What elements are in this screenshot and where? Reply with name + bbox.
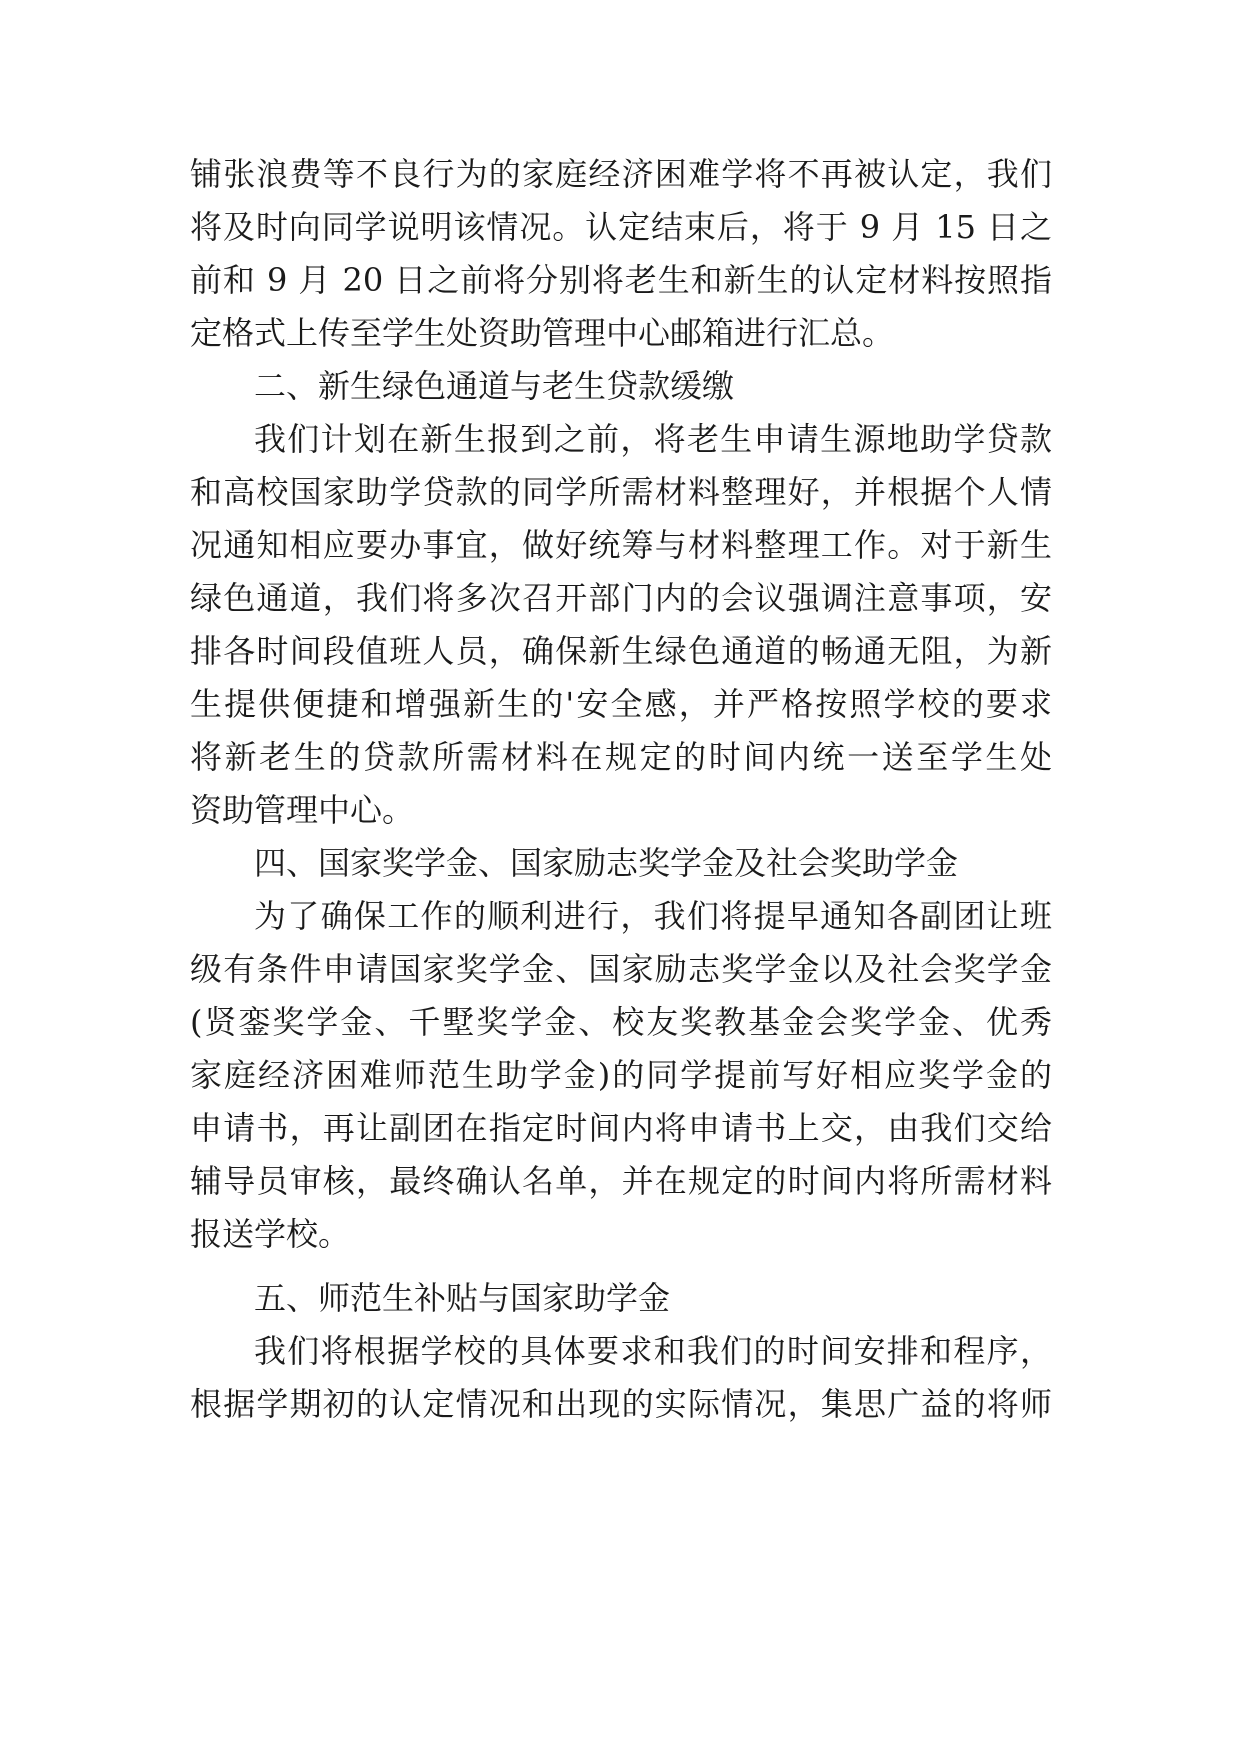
text-line: 我们计划在新生报到之前，将老生申请生源地助学贷款 (254, 420, 1052, 458)
text-line: 家庭经济困难师范生助学金)的同学提前写好相应奖学金的 (190, 1056, 1052, 1094)
text-line: 生提供便捷和增强新生的'安全感，并严格按照学校的要求 (190, 685, 1052, 723)
text-line: (贤銮奖学金、千墅奖学金、校友奖教基金会奖学金、优秀 (190, 1003, 1052, 1041)
text-line: 我们将根据学校的具体要求和我们的时间安排和程序， (254, 1332, 1052, 1370)
text-line: 资助管理中心。 (190, 791, 415, 829)
text-line: 前和 9 月 20 日之前将分别将老生和新生的认定材料按照指 (190, 261, 1052, 299)
text-line: 况通知相应要办事宜，做好统筹与材料整理工作。对于新生 (190, 526, 1052, 564)
section-heading: 五、师范生补贴与国家助学金 (254, 1279, 671, 1317)
text-line: 将新老生的贷款所需材料在规定的时间内统一送至学生处 (190, 738, 1052, 776)
text-line: 铺张浪费等不良行为的家庭经济困难学将不再被认定，我们 (190, 155, 1052, 193)
text-line: 和高校国家助学贷款的同学所需材料整理好，并根据个人情 (190, 473, 1052, 511)
text-line: 申请书，再让副团在指定时间内将申请书上交，由我们交给 (190, 1109, 1052, 1147)
section-heading: 二、新生绿色通道与老生贷款缓缴 (254, 367, 735, 405)
text-line: 将及时向同学说明该情况。认定结束后，将于 9 月 15 日之 (190, 208, 1052, 246)
text-line: 为了确保工作的顺利进行，我们将提早通知各副团让班 (254, 897, 1052, 935)
text-line: 级有条件申请国家奖学金、国家励志奖学金以及社会奖学金 (190, 950, 1052, 988)
text-line: 定格式上传至学生处资助管理中心邮箱进行汇总。 (190, 314, 895, 352)
text-line: 辅导员审核，最终确认名单，并在规定的时间内将所需材料 (190, 1162, 1052, 1200)
text-line: 排各时间段值班人员，确保新生绿色通道的畅通无阻，为新 (190, 632, 1052, 670)
section-heading: 四、国家奖学金、国家励志奖学金及社会奖助学金 (254, 844, 959, 882)
text-line: 报送学校。 (190, 1215, 351, 1253)
text-line: 绿色通道，我们将多次召开部门内的会议强调注意事项，安 (190, 579, 1052, 617)
text-line: 根据学期初的认定情况和出现的实际情况，集思广益的将师 (190, 1385, 1052, 1423)
